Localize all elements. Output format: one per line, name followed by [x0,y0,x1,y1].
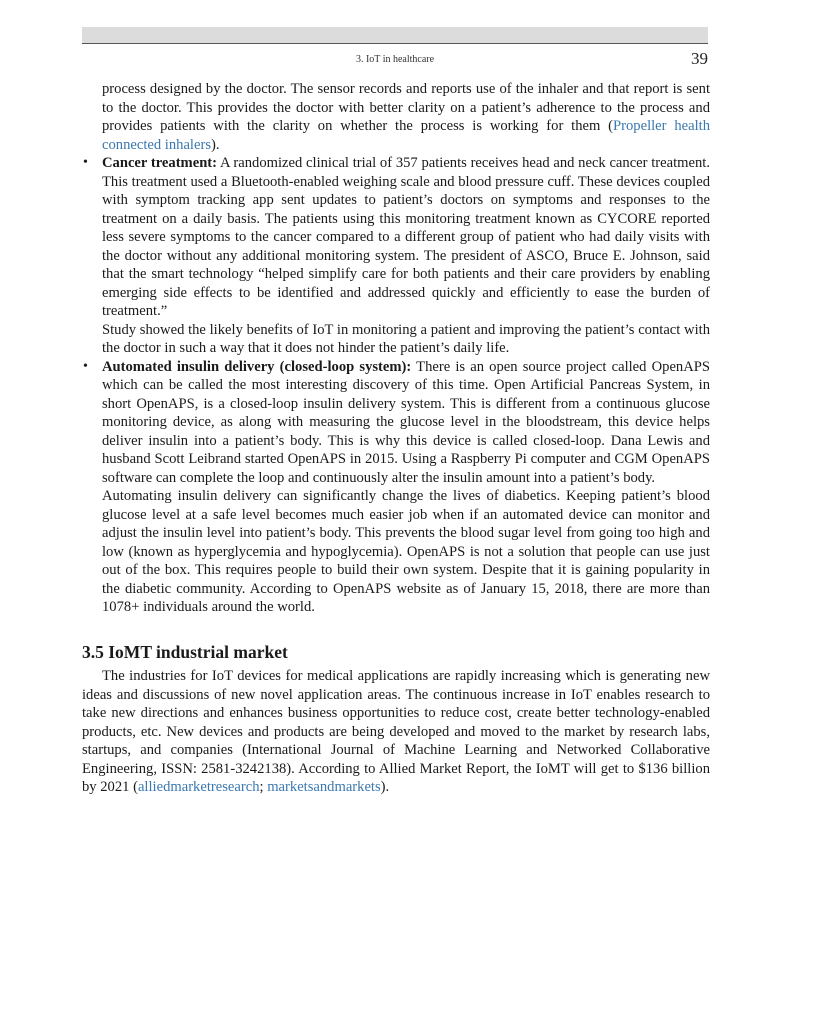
continued-paragraph [82,80,710,154]
section-end: ). [380,779,390,795]
section-text: The industries for IoT devices for medical applications are rapidly increasing which is generating new ideas and discussions of new novel application areas. The continuous increase in IoT enables research to take new directions and enhances business opportunities to reduce cost, create better technology-enabled products, etc. New devices and products are being developed and moved to the market by research labs, startups, and companies (International Journal of Machine Learning and Networked Collaborative Engineering, ISSN: 2581-3242138). According to Allied Market Report, the IoMT will get to $136 billion by 2021 ( [82,668,710,795]
section-paragraph [82,667,710,797]
bullet-text: There is an open source project called OpenAPS which can be called the most interesting discovery of this time. Open Artificial Pancreas System, in short OpenAPS, is a closed-loop insulin delivery system. This is different from a continuous glucose monitoring device, as along with measuring the glucose level in the bloodstream, this device helps deliver insulin into a patient’s body. This is why this device is called closed-loop. Dana Lewis and husband Scott Leibrand started OpenAPS in 2015. Using a Raspberry Pi computer and CGM OpenAPS software can complete the loop and continuously alter the insulin amount into a patient’s body. [102,358,711,486]
paragraph-end: ). [211,136,220,153]
bullet-text: A randomized clinical trial of 357 patients receives head and neck cancer treatment. This treatment used a Bluetooth-enabled weighing scale and blood pressure cuff. These devices coupled with symptom tracking app sent updates to patient’s doctors on symptoms and responses to the treatment on a daily basis. The patients using this monitoring treatment known as CYCORE reported less severe symptoms to the cancer compared to a different group of patient who had daily visits with the doctor without any additional monitoring system. The president of ASCO, Bruce E. Johnson, said that the smart technology “helped simplify care for both patients and their care providers by enabling emerging side effects to be identified and addressed quickly and efficiently to ease the burden of treatment.” [102,155,710,319]
link-separator: ; [259,779,268,795]
bullet-subparagraph: Automating insulin delivery can significantly change the lives of diabetics. Keeping patient’s blood glucose level at a safe level becomes much easier job when if an automated device can monitor and adjust the insulin level into patient’s body. This prevents the blood sugar level from going too high and low (known as hyperglycemia and hypoglycemia). OpenAPS is not a solution that people can use just out of the box. This requires people to build their own system. Despite that it is gaining popularity in the diabetic community. According to OpenAPS website as of January 15, 2018, there are more than 1078+ individuals around the world. [102,488,710,615]
section-heading: 3.5 IoMT industrial market [82,641,288,662]
bullet-insulin-delivery [82,358,710,488]
running-head: 3. IoT in healthcare [355,54,435,65]
body-text [82,80,710,797]
bullet-title: Automated insulin delivery (closed-loop system): [102,358,412,375]
bullet-subparagraph: Study showed the likely benefits of IoT in monitoring a patient and improving the patient’s contact with the doctor in such a way that it does not hinder the patient’s daily life. [102,321,710,356]
page-number: 39 [691,49,708,68]
paragraph-text: process designed by the doctor. The sensor records and reports use of the inhaler and that report is sent to the doctor. This provides the doctor with better clarity on a patient’s adherence to the process and provides patients with the clarity on whether the process is working for them ( [102,81,710,134]
alliedmarketresearch-link[interactable]: alliedmarketresearch [137,779,260,795]
header-bar [82,27,708,43]
bullet-title: Cancer treatment: [102,155,218,171]
bullet-cancer-treatment [82,154,710,321]
bullet-icon: • [83,155,88,170]
header-rule [82,43,708,44]
marketsandmarkets-link[interactable]: marketsandmarkets [267,779,381,795]
bullet-icon: • [83,358,88,374]
propeller-link[interactable]: Propeller health connected inhalers [102,118,710,153]
